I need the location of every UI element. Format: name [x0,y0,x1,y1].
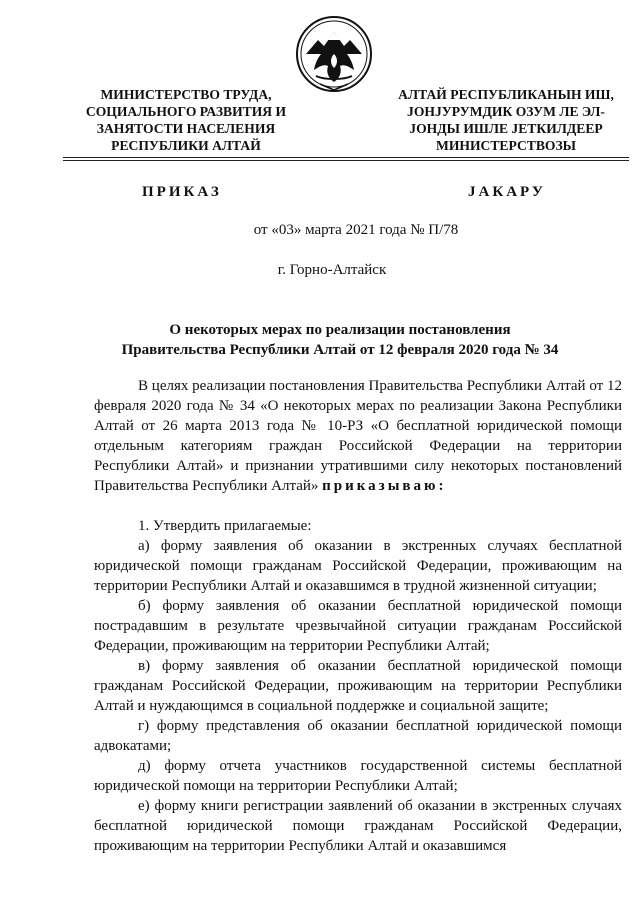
header-divider [63,157,629,158]
ministry-name-line: РЕСПУБЛИКИ АЛТАЙ [111,138,261,153]
subitem-e: е) форму книги регистрации заявлений об оказании в экстренных случаях бесплатной юридической помощи гражданам Российской Федерации, проживающим на территории Республики Алтай и оказавшимся [94,798,622,854]
preamble-text: В целях реализации постановления Правительства Республики Алтай от 12 февраля 2020 года № 34 «О некоторых мерах по реализации Закона Республики Алтай от 26 марта 2013 года № 10-РЗ «О бесплатной юридической помощи отдельным категориям граждан Российской Федерации на территории Республики Алтай» и признании утратившими силу некоторых постановлений Правительства Республики Алтай» [94,378,622,494]
subitem-d: д) форму отчета участников государственной системы бесплатной юридической помощи на территории Республики Алтай; [94,758,622,794]
document-title-russian: ПРИКАЗ [142,184,222,200]
item-1: 1. Утвердить прилагаемые: [138,518,312,534]
order-date-number: от «03» марта 2021 года № П/78 [253,222,459,238]
ministry-name-altai [384,86,628,154]
document-title-altai: ЈАКАРУ [468,184,546,200]
ministry-name-line: МИНИСТЕРСТВО ТРУДА, [100,87,272,102]
preamble-paragraph [94,376,622,496]
ministry-name-line: АЛТАЙ РЕСПУБЛИКАНЫН ИШ, [398,87,614,102]
header-divider [63,160,629,161]
coat-of-arms-emblem [294,14,374,100]
ministry-name-line: ЈОНЈУРУМДИК ОЗУМ ЛЕ ЭЛ- [407,104,605,119]
subitem-v: в) форму заявления об оказании бесплатной юридической помощи гражданам Российской Федерации, проживающим на территории Республики Алтай и нуждающимся в социальной поддержке и социальной защите; [94,658,622,714]
subitem-a: а) форму заявления об оказании в экстренных случаях бесплатной юридической помощи гражданам Российской Федерации, проживающим на территории Республики Алтай и оказавшимся в трудной жизненной ситуации; [94,538,622,594]
order-keyword: приказываю: [322,478,447,494]
order-body [94,376,622,856]
issue-city: г. Горно-Алтайск [277,262,387,278]
ministry-name-line: ЈОНДЫ ИШЛЕ ЈЕТКИЛДЕЕР [409,121,603,136]
ministry-name-line: ЗАНЯТОСТИ НАСЕЛЕНИЯ [96,121,276,136]
ministry-name-russian [70,86,302,154]
order-subject: О некоторых мерах по реализации постановления Правительства Республики Алтай от 12 февраля 2020 года № 34 [121,322,559,358]
subitem-b: б) форму заявления об оказании бесплатной юридической помощи пострадавшим в результате чрезвычайной ситуации гражданам Российской Федерации, проживающим на территории Республики Алтай; [94,598,622,654]
ministry-name-line: СОЦИАЛЬНОГО РАЗВИТИЯ И [85,104,287,119]
subitem-g: г) форму представления об оказании бесплатной юридической помощи адвокатами; [94,718,622,754]
ministry-name-line: МИНИСТЕРСТВОЗЫ [435,138,577,153]
